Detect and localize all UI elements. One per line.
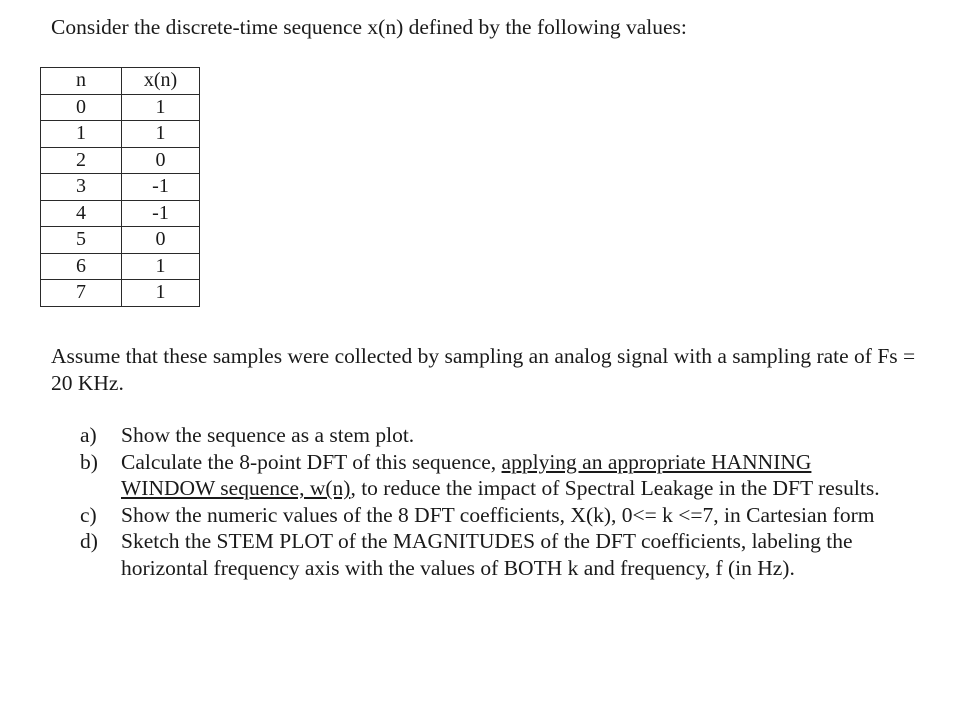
assumption-paragraph: Assume that these samples were collected by sampling an analog signal with a sampling rate of Fs = 20 KHz.	[51, 344, 916, 395]
table-row	[41, 147, 200, 174]
question-a	[80, 422, 910, 449]
question-b	[80, 449, 910, 502]
question-text: Sketch the STEM PLOT of the MAGNITUDES of the DFT coefficients, labeling the horizontal frequency axis with the values of BOTH k and frequency, f (in Hz).	[121, 529, 853, 580]
question-marker: a)	[80, 423, 97, 447]
cell-xn: 1	[122, 280, 200, 307]
intro-text: Consider the discrete-time sequence x(n) defined by the following values:	[51, 15, 687, 39]
column-header-n: n	[41, 68, 122, 95]
table-header-row	[41, 68, 200, 95]
cell-xn: 1	[122, 121, 200, 148]
cell-n: 2	[41, 147, 122, 174]
question-text: Show the sequence as a stem plot.	[121, 423, 415, 447]
cell-n: 0	[41, 94, 122, 121]
question-c	[80, 502, 910, 529]
table-row	[41, 94, 200, 121]
question-text: Show the numeric values of the 8 DFT coefficients, X(k), 0<= k <=7, in Cartesian form	[121, 502, 875, 527]
question-marker: b)	[80, 449, 98, 474]
cell-n: 3	[41, 174, 122, 201]
cell-n: 6	[41, 253, 122, 280]
question-marker: d)	[80, 529, 98, 553]
cell-n: 7	[41, 280, 122, 307]
cell-xn: 1	[122, 253, 200, 280]
table-row	[41, 227, 200, 254]
cell-n: 1	[41, 121, 122, 148]
question-text-start: Calculate the 8-point DFT of this sequence,	[121, 449, 502, 474]
cell-xn: -1	[122, 200, 200, 227]
question-text-end: , to reduce the impact of Spectral Leakage in the DFT results.	[350, 476, 880, 500]
cell-xn: -1	[122, 174, 200, 201]
cell-n: 4	[41, 200, 122, 227]
question-list	[80, 422, 910, 581]
question-text-underlined: applying an appropriate HANNING WINDOW sequence, w(n)	[121, 449, 812, 500]
question-marker: c)	[80, 502, 97, 527]
question-d	[80, 528, 910, 581]
cell-n: 5	[41, 227, 122, 254]
column-header-xn: x(n)	[122, 68, 200, 95]
cell-xn: 0	[122, 147, 200, 174]
table-row	[41, 174, 200, 201]
table-row	[41, 121, 200, 148]
sequence-table	[40, 67, 200, 307]
cell-xn: 0	[122, 227, 200, 254]
table-row	[41, 200, 200, 227]
table-row	[41, 253, 200, 280]
cell-xn: 1	[122, 94, 200, 121]
table-row	[41, 280, 200, 307]
